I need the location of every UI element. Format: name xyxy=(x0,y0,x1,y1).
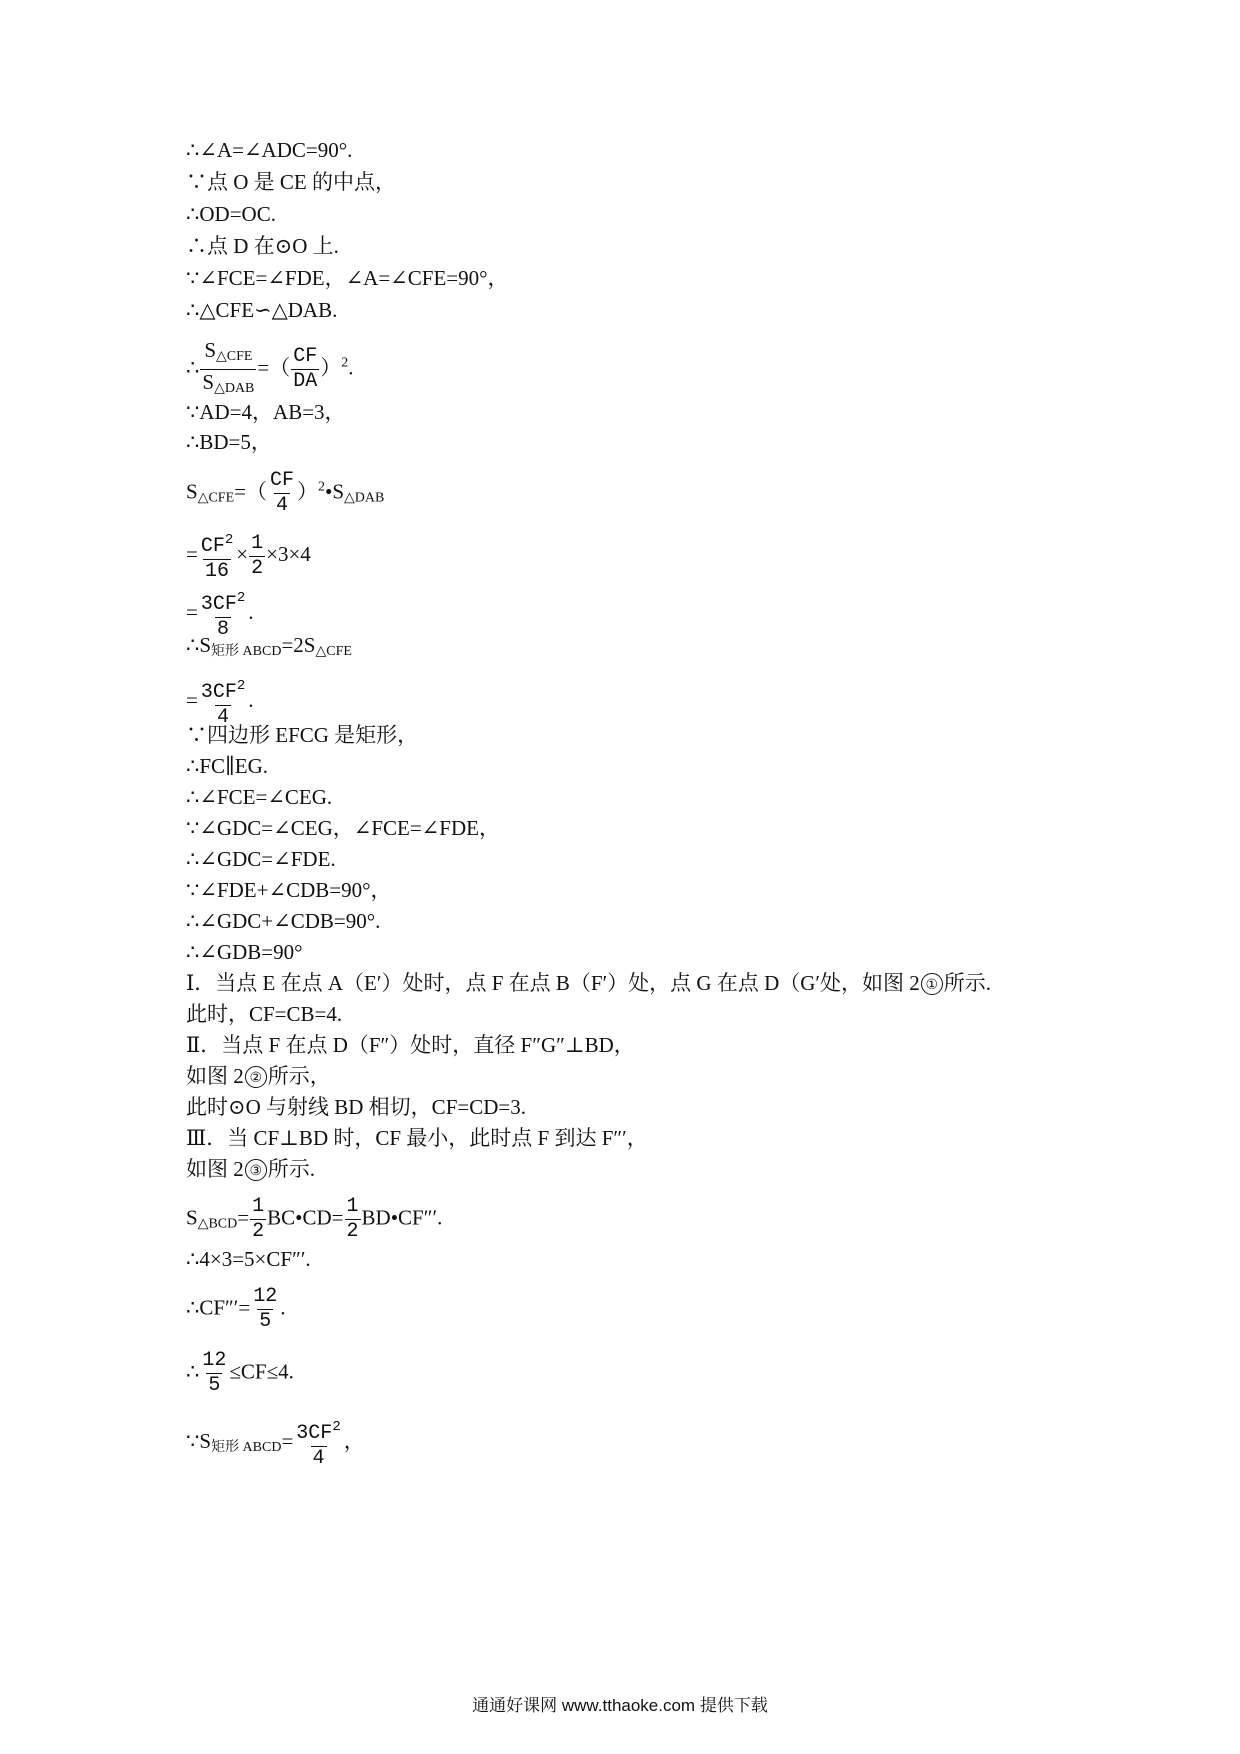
case-1-line: Ⅰ．当点 E 在点 A（E′）处时，点 F 在点 B（F′）处，点 G 在点 D（G′处，如图 2 ① 所示. xyxy=(186,971,992,995)
fraction: $\frac{1}{2}$ xyxy=(346,1195,359,1243)
step-formula: = $\frac{3CF^2}{4}$ . xyxy=(186,674,254,730)
text-line: ∵∠FCE=∠FDE，∠A=∠CFE=90°， xyxy=(186,266,509,290)
fraction: $\frac{1}{2}$ xyxy=(252,1195,265,1243)
case-2-figure-line: 如图 2 ② 所示， xyxy=(186,1064,331,1088)
cf-range-line: ∴ $\frac{12}{5}$ ≤CF≤4. xyxy=(186,1349,294,1397)
text-line: ∴∠FCE=∠CEG. xyxy=(186,785,333,809)
text-line: ∵点 O 是 CE 的中点， xyxy=(186,170,396,194)
step-formula: = $\frac{CF^2}{16}$ × $\frac{1}{2}$ ×3×4 xyxy=(186,528,311,584)
text-line: ∵∠GDC=∠CEG，∠FCE=∠FDE， xyxy=(186,816,500,840)
circled-number: ① xyxy=(921,973,943,995)
text-line: ∴BD=5， xyxy=(186,430,272,454)
text-line: ∴点 D 在⊙O 上. xyxy=(186,234,339,258)
fraction: $\frac{3CF^2}{8}$ xyxy=(200,590,246,641)
text-line: Ⅲ．当 CF⊥BD 时，CF 最小，此时点 F 到达 F″′， xyxy=(186,1126,648,1150)
cf-value-line: ∴CF″′= $\frac{12}{5}$ . xyxy=(186,1285,286,1333)
fraction: $\frac{1}{2}$ xyxy=(251,531,264,580)
fraction: $\frac{3CF^2}{4}$ xyxy=(296,1419,341,1470)
text-line: ∴FC∥EG. xyxy=(186,754,268,778)
fraction: $\frac{12}{5}$ xyxy=(202,1349,227,1397)
side-ratio-fraction: $\frac{CF}{DA}$ xyxy=(293,345,318,393)
final-formula: $\because S_{矩形 ABCD}=$ $\frac{3CF^2}{4}$ ， xyxy=(186,1415,365,1471)
text-line: ∵四边形 EFCG 是矩形， xyxy=(186,723,419,747)
text-line: ∴∠GDB=90° xyxy=(186,940,303,964)
step-formula: = $\frac{3CF^2}{8}$ . xyxy=(186,586,254,642)
text-line: 此时⊙O 与射线 BD 相切，CF=CD=3. xyxy=(186,1095,526,1119)
fraction: $\frac{CF}{4}$ xyxy=(269,469,294,517)
fraction: $\frac{12}{5}$ xyxy=(253,1285,278,1333)
text-line: 此时，CF=CB=4. xyxy=(186,1002,343,1026)
rect-area-line: $\therefore S_{矩形 ABCD}=2S_{\triangle CFE}$ xyxy=(186,633,352,659)
fraction: $\frac{3CF^2}{4}$ xyxy=(200,678,246,729)
area-formula: $S_{\triangle CFE}=$（ $\frac{CF}{4}$ ）$^2•S_{\triangle DAB}$ xyxy=(186,469,385,517)
text-line: ∴△CFE∽△DAB. xyxy=(186,298,338,322)
text-line: ∴4×3=5×CF″′. xyxy=(186,1247,311,1271)
text-line: ∵AD=4，AB=3， xyxy=(186,400,346,424)
text-line: ∴∠GDC=∠FDE. xyxy=(186,847,336,871)
fraction: $\frac{CF^2}{16}$ xyxy=(200,532,234,583)
text-line: Ⅱ．当点 F 在点 D（F″）处时，直径 F″G″⊥BD， xyxy=(186,1033,635,1057)
circled-number: ③ xyxy=(245,1159,267,1181)
ratio-formula: ∴ $\frac{S_{\triangle CFE}}{S_{\triangle DAB}}$ =（ $\frac{CF}{DA}$ ）$^2$. xyxy=(186,338,354,401)
triangle-area-formula: $S_{\triangle BCD}=$ $\frac{1}{2}$ BC•CD= $\frac{1}{2}$ BD•CF″′. xyxy=(186,1195,443,1243)
text-line: ∴∠A=∠ADC=90°. xyxy=(186,138,353,162)
page-footer: 通通好课网 www.tthaoke.com 提供下载 xyxy=(472,1696,768,1715)
text-line: ∴∠GDC+∠CDB=90°. xyxy=(186,909,381,933)
text-line: ∴OD=OC. xyxy=(186,202,276,226)
area-ratio-fraction: $\frac{S_{\triangle CFE}}{S_{\triangle DAB}}$ xyxy=(200,338,256,401)
text-line: ∵∠FDE+∠CDB=90°， xyxy=(186,878,392,902)
circled-number: ② xyxy=(245,1066,267,1088)
case-3-figure-line: 如图 2 ③ 所示. xyxy=(186,1157,315,1181)
